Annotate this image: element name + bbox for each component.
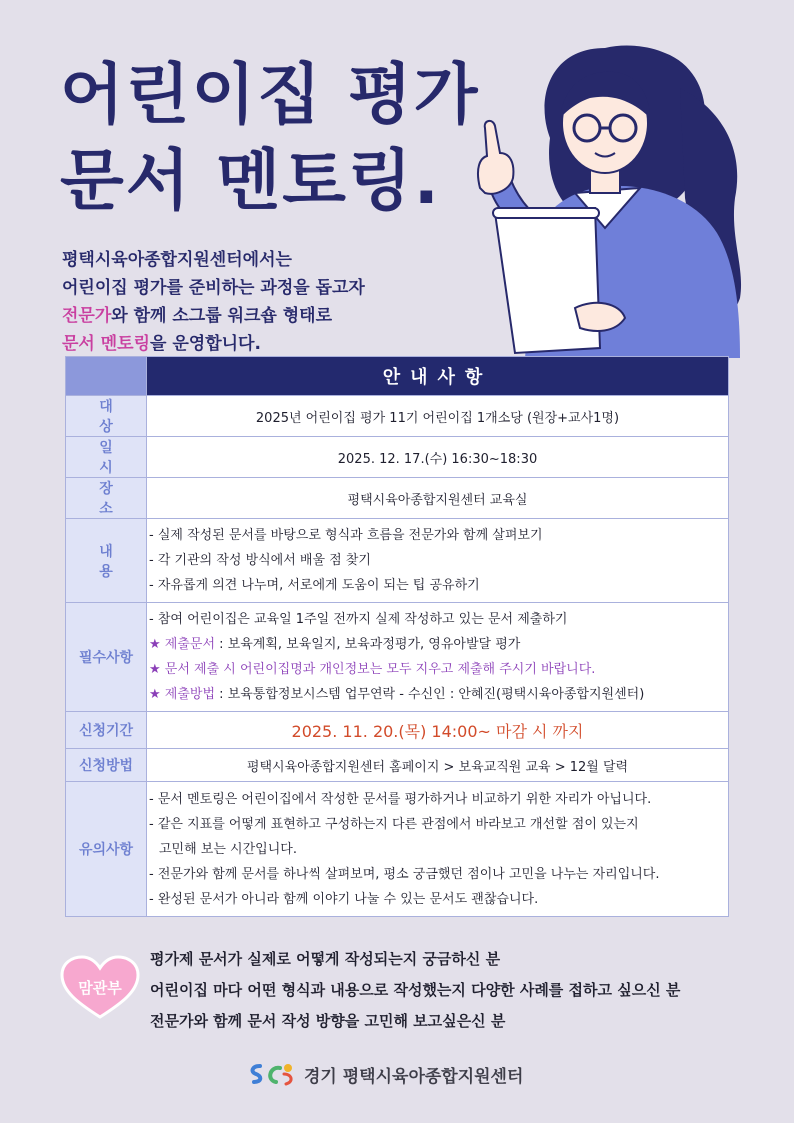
value-notes (147, 782, 729, 917)
label-period: 신청기간 (66, 712, 147, 749)
value-period: 2025. 11. 20.(목) 14:00~ 마감 시 까지 (147, 712, 729, 749)
table-row-apply (66, 749, 729, 782)
required-line-1: - 참여 어린이집은 교육일 1주일 전까지 실제 작성하고 있는 문서 제출하기 (149, 612, 568, 627)
value-date: 2025. 12. 17.(수) 16:30~18:30 (147, 437, 729, 478)
table-row-target (66, 396, 729, 437)
intro-line-4-rest: 을 운영합니다. (150, 334, 261, 354)
value-target: 2025년 어린이집 평가 11기 어린이집 1개소당 (원장+교사1명) (147, 396, 729, 437)
required-docs-value: : 보육계획, 보육일지, 보육과정평가, 영유아발달 평가 (215, 637, 521, 652)
notes-line-4: - 전문가와 함께 문서를 하나씩 살펴보며, 평소 궁금했던 점이나 고민을 나누는 자리입니다. (149, 866, 660, 882)
table-row-date (66, 437, 729, 478)
audience-line-2: 어린이집 마다 어떤 형식과 내용으로 작성했는지 다양한 사례를 접하고 싶으신 분 (150, 981, 681, 999)
info-table (65, 356, 729, 917)
required-docs-key: 제출문서 (164, 637, 216, 652)
required-line-notice (149, 657, 724, 682)
label-place: 장소 (66, 478, 147, 519)
table-header-title: 안내사항 (147, 357, 729, 396)
table-row-place (66, 478, 729, 519)
label-date: 일시 (66, 437, 147, 478)
footer-org-name: 경기 평택시육아종합지원센터 (304, 1066, 524, 1087)
table-header-row (66, 357, 729, 396)
intro-highlight-expert: 전문가 (62, 306, 112, 326)
table-row-period (66, 712, 729, 749)
table-row-content (66, 519, 729, 603)
target-audience-list (150, 944, 680, 1037)
heart-badge-icon (60, 955, 140, 1021)
required-notice: 문서 제출 시 어린이집명과 개인정보는 모두 지우고 제출해 주시기 바랍니다. (164, 662, 596, 677)
intro-line-1: 평택시육아종합지원센터에서는 (62, 250, 292, 270)
label-content: 내용 (66, 519, 147, 603)
value-apply: 평택시육아종합지원센터 홈페이지 > 보육교직원 교육 > 12월 달력 (147, 749, 729, 782)
intro-line-3 (62, 302, 365, 330)
title-line-2: 문서 멘토링. (60, 142, 441, 219)
notes-line-1: - 문서 멘토링은 어린이집에서 작성한 문서를 평가하거나 비교하기 위한 자리가 아닙니다. (149, 791, 652, 807)
table-row-notes (66, 782, 729, 917)
woman-pointing-illustration (455, 28, 755, 358)
notes-line-2: - 같은 지표를 어떻게 표현하고 구성하는지 다른 관점에서 바라보고 개선할 점이 있는지 (149, 816, 639, 832)
intro-line-3-rest: 와 함께 소그룹 워크숍 형태로 (111, 306, 333, 326)
intro-line-2: 어린이집 평가를 준비하는 과정을 돕고자 (62, 278, 365, 298)
label-required: 필수사항 (66, 603, 147, 712)
required-method-key: 제출방법 (164, 687, 216, 702)
value-required (147, 603, 729, 712)
required-method-value: : 보육통합정보시스템 업무연락 - 수신인 : 안혜진(평택시육아종합지원센터) (215, 687, 645, 702)
notes-line-3: 고민해 보는 시간입니다. (159, 841, 297, 857)
star-icon: ★ (149, 662, 161, 677)
center-logo-icon (246, 1060, 298, 1088)
table-row-required (66, 603, 729, 712)
content-line-2: - 각 기관의 작성 방식에서 배울 점 찾기 (149, 553, 371, 568)
title-line-1: 어린이집 평가 (60, 56, 480, 133)
label-apply: 신청방법 (66, 749, 147, 782)
intro-highlight-mentoring: 문서 멘토링 (62, 334, 151, 354)
intro-paragraph (62, 246, 365, 358)
page-title (60, 52, 480, 224)
audience-line-1: 평가제 문서가 실제로 어떻게 작성되는지 궁금하신 분 (150, 950, 501, 968)
value-content (147, 519, 729, 603)
value-place: 평택시육아종합지원센터 교육실 (147, 478, 729, 519)
intro-line-4 (62, 330, 365, 358)
footer (246, 1060, 523, 1088)
star-icon: ★ (149, 687, 161, 702)
label-target: 대상 (66, 396, 147, 437)
content-line-3: - 자유롭게 의견 나누며, 서로에게 도움이 되는 팁 공유하기 (149, 578, 480, 593)
notes-line-5: - 완성된 문서가 아니라 함께 이야기 나눌 수 있는 문서도 괜찮습니다. (149, 891, 539, 907)
star-icon: ★ (149, 637, 161, 652)
required-line-method (149, 682, 724, 707)
label-notes: 유의사항 (66, 782, 147, 917)
table-header-blank (66, 357, 147, 396)
content-line-1: - 실제 작성된 문서를 바탕으로 형식과 흐름을 전문가와 함께 살펴보기 (149, 528, 543, 543)
required-line-docs (149, 632, 724, 657)
heart-badge-text: 맘관부 (78, 979, 122, 997)
audience-line-3: 전문가와 함께 문서 작성 방향을 고민해 보고싶은신 분 (150, 1012, 506, 1030)
